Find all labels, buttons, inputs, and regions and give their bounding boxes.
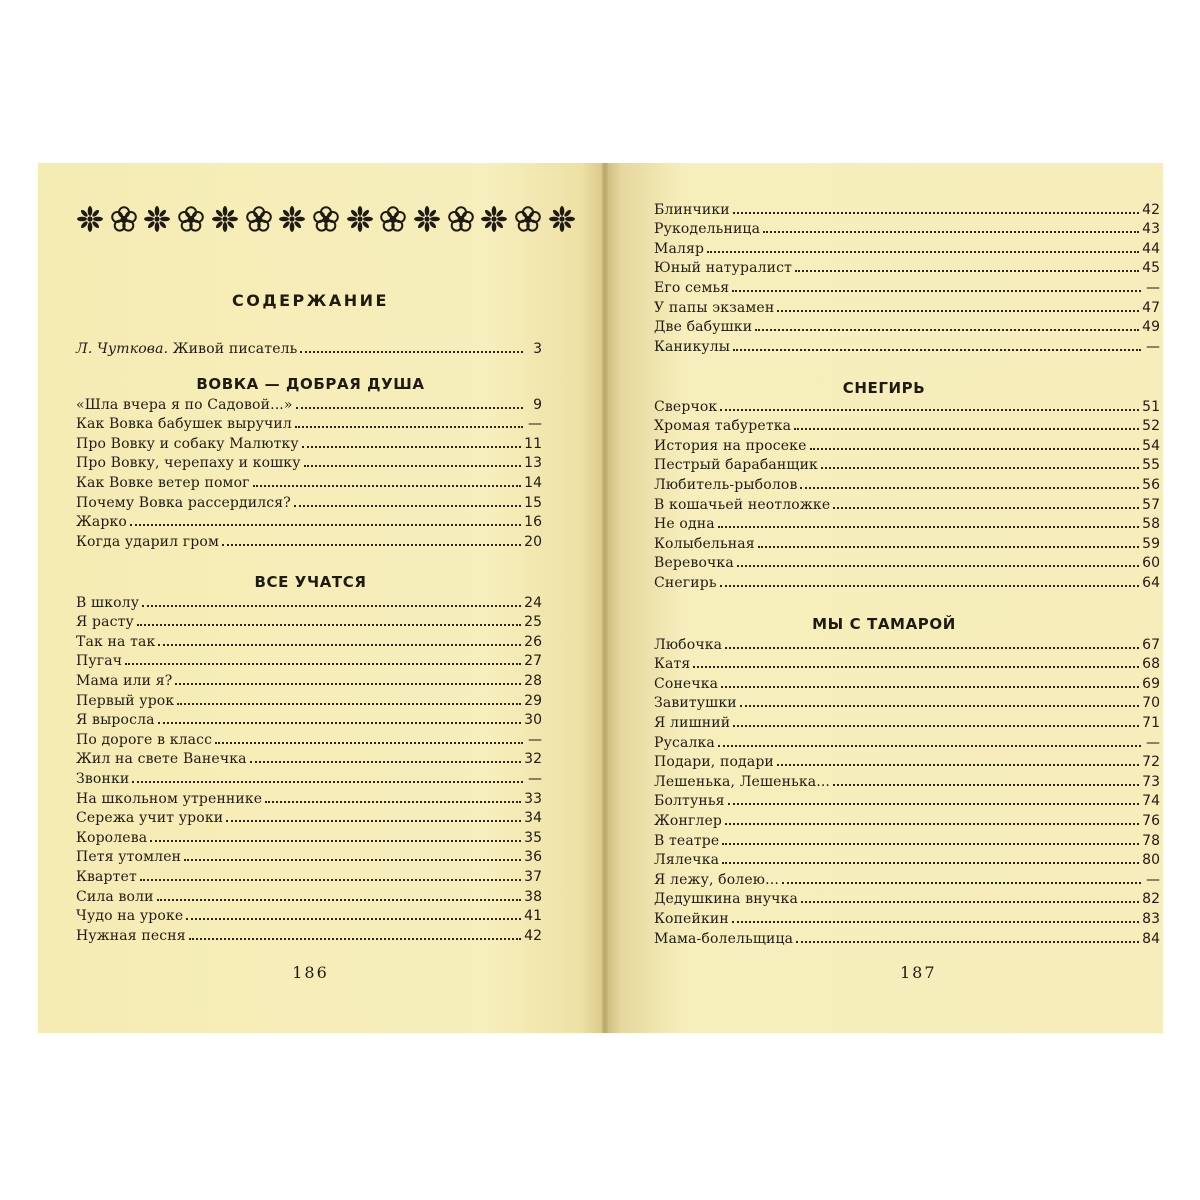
entry-title: Пугач xyxy=(76,653,123,670)
toc-entry xyxy=(654,276,1160,296)
section-entries xyxy=(76,591,542,944)
toc-entry xyxy=(76,728,542,748)
entry-title: Жонглер xyxy=(654,812,723,829)
snowflake-ornament-icon xyxy=(278,205,306,233)
dot-leader xyxy=(157,899,522,901)
page-number: 30 xyxy=(524,712,542,729)
toc-entry xyxy=(654,218,1160,238)
page-number: 28 xyxy=(524,672,542,689)
entry-title: Мама или я? xyxy=(76,672,173,689)
entry-title: Жил на свете Ванечка xyxy=(76,751,247,768)
dot-leader xyxy=(833,784,1139,786)
entry-title: Звонки xyxy=(76,770,130,787)
entry-title: Любитель-рыболов xyxy=(654,476,798,493)
page-number: 82 xyxy=(1142,891,1160,908)
dot-leader xyxy=(732,921,1139,923)
section-heading: ВОВКА — ДОБРАЯ ДУША xyxy=(196,375,425,393)
entry-title: Как Вовке ветер помог xyxy=(76,474,250,491)
page-number: 41 xyxy=(524,908,542,925)
entry-title: Петя утомлен xyxy=(76,849,182,866)
entry-title: Маляр xyxy=(654,240,705,257)
entry-title: Не одна xyxy=(654,516,715,533)
entry-title: Так на так xyxy=(76,633,156,650)
dot-leader xyxy=(733,725,1139,727)
dot-leader xyxy=(810,448,1140,450)
dot-leader xyxy=(130,524,521,526)
page-number: 11 xyxy=(524,435,542,452)
entry-title: Пестрый барабанщик xyxy=(654,457,818,474)
dot-leader xyxy=(718,526,1139,528)
page-number: 68 xyxy=(1142,656,1160,673)
toc-entry xyxy=(654,571,1160,591)
entry-title: Дедушкина внучка xyxy=(654,891,798,908)
toc-entry xyxy=(76,905,542,925)
toc-entry xyxy=(76,767,542,787)
page-number: 74 xyxy=(1142,793,1160,810)
dot-leader xyxy=(733,212,1139,214)
entry-title: Жарко xyxy=(76,514,127,531)
dot-leader xyxy=(737,565,1139,567)
entry-title: Две бабушки xyxy=(654,319,753,336)
dot-leader xyxy=(137,624,521,626)
dot-leader xyxy=(295,426,523,428)
entry-title: Блинчики xyxy=(654,201,730,218)
toc-entry xyxy=(654,633,1160,653)
dot-leader xyxy=(795,270,1139,272)
page-number: 69 xyxy=(1142,675,1160,692)
toc-entry xyxy=(654,849,1160,869)
page-number: 16 xyxy=(524,514,542,531)
page-number: 14 xyxy=(524,474,542,491)
entry-title: У папы экзамен xyxy=(654,299,775,316)
flower-ornament-icon xyxy=(379,205,407,233)
section-heading: СНЕГИРЬ xyxy=(842,379,926,397)
toc-entry xyxy=(654,493,1160,513)
dot-leader xyxy=(728,803,1140,805)
flower-ornament-icon xyxy=(447,205,475,233)
toc-entry xyxy=(76,530,542,550)
entry-title: Копейкин xyxy=(654,910,729,927)
dot-leader xyxy=(184,859,521,861)
page-number: 3 xyxy=(533,340,542,357)
page-number: 64 xyxy=(1142,574,1160,591)
entry-title: «Шла вчера я по Садовой...» xyxy=(76,396,293,413)
entry-title: Я лежу, болею... xyxy=(654,871,779,888)
page-number: 59 xyxy=(1142,535,1160,552)
page-number: 57 xyxy=(1142,496,1160,513)
dot-leader xyxy=(158,644,521,646)
entry-title: Каникулы xyxy=(654,338,731,355)
dot-leader xyxy=(304,465,522,467)
flower-ornament-icon xyxy=(177,205,205,233)
page-number: 47 xyxy=(1142,299,1160,316)
dot-leader xyxy=(158,722,522,724)
toc-entry xyxy=(654,473,1160,493)
entry-title: Нужная песня xyxy=(76,927,186,944)
dot-leader xyxy=(300,351,523,353)
entry-title: Рукодельница xyxy=(654,221,761,238)
toc-entry xyxy=(654,415,1160,435)
book-gutter xyxy=(602,163,608,1033)
entry-title: Болтунья xyxy=(654,793,725,810)
page-number: 56 xyxy=(1142,476,1160,493)
entry-title: Подари, подари xyxy=(654,754,774,771)
toc-entry xyxy=(654,672,1160,692)
section-entries xyxy=(654,395,1160,591)
toc-entry xyxy=(76,709,542,729)
entry-title: Чудо на уроке xyxy=(76,908,184,925)
entry-title: Когда ударил гром xyxy=(76,533,220,550)
entry-title: Сила воли xyxy=(76,888,154,905)
dot-leader xyxy=(794,428,1139,430)
page-number: 43 xyxy=(1142,221,1160,238)
toc-entry xyxy=(76,669,542,689)
dot-leader xyxy=(800,487,1139,489)
dot-leader xyxy=(720,409,1139,411)
toc-entry xyxy=(654,316,1160,336)
page-number: 72 xyxy=(1142,754,1160,771)
toc-entry xyxy=(654,731,1160,751)
page-number: 32 xyxy=(524,751,542,768)
dot-leader xyxy=(796,941,1139,943)
entry-title: В школу xyxy=(76,594,140,611)
page-number: 78 xyxy=(1142,832,1160,849)
page-folio: 186 xyxy=(292,963,329,982)
dot-leader xyxy=(833,507,1139,509)
page-number: 42 xyxy=(1142,201,1160,218)
section-heading: МЫ С ТАМАРОЙ xyxy=(812,615,956,633)
toc-entry xyxy=(654,888,1160,908)
page-number: 52 xyxy=(1142,418,1160,435)
dot-leader xyxy=(718,745,1141,747)
page-number: 49 xyxy=(1142,319,1160,336)
page-number: 80 xyxy=(1142,852,1160,869)
entry-title: Юный натуралист xyxy=(654,260,792,277)
snowflake-ornament-icon xyxy=(413,205,441,233)
dot-leader xyxy=(125,663,521,665)
intro-author: Л. Чуткова. xyxy=(76,340,169,357)
toc-entry xyxy=(654,257,1160,277)
dot-leader xyxy=(296,407,523,409)
entry-title: История на просеке xyxy=(654,437,807,454)
entry-title: Лешенька, Лешенька... xyxy=(654,773,831,790)
toc-entry xyxy=(654,552,1160,572)
entry-title: Я выросла xyxy=(76,712,155,729)
toc-entry xyxy=(654,770,1160,790)
dot-leader xyxy=(215,742,523,744)
dot-leader xyxy=(250,761,522,763)
snowflake-ornament-icon xyxy=(76,205,104,233)
page-number: — xyxy=(528,416,542,433)
toc-entry xyxy=(76,511,542,531)
dot-leader xyxy=(222,544,521,546)
page-number: — xyxy=(528,770,542,787)
entry-title: Его семья xyxy=(654,279,730,296)
page-number: 42 xyxy=(524,927,542,944)
entry-title: Завитушки xyxy=(654,695,737,712)
entry-title: Про Вовку и собаку Малютку xyxy=(76,435,299,452)
dot-leader xyxy=(777,764,1139,766)
page-number: — xyxy=(1146,734,1160,751)
dot-leader xyxy=(721,686,1139,688)
entry-title: Мама-болельщица xyxy=(654,930,794,947)
toc-entry xyxy=(76,591,542,611)
dot-leader xyxy=(725,647,1139,649)
entry-title: Сверчок xyxy=(654,398,718,415)
page-number: 55 xyxy=(1142,457,1160,474)
entry-title: Королева xyxy=(76,829,148,846)
dot-leader xyxy=(722,843,1139,845)
page-number: 15 xyxy=(524,494,542,511)
page-number: 37 xyxy=(524,868,542,885)
dot-leader xyxy=(732,290,1141,292)
dot-leader xyxy=(763,231,1139,233)
entry-title: Хромая табуретка xyxy=(654,418,792,435)
entry-title: Колыбельная xyxy=(654,535,755,552)
snowflake-ornament-icon xyxy=(346,205,374,233)
toc-entry xyxy=(654,711,1160,731)
dot-leader xyxy=(265,801,521,803)
dot-leader xyxy=(132,781,523,783)
book-spread xyxy=(38,163,1163,1033)
contents-title: СОДЕРЖАНИЕ xyxy=(232,291,389,310)
intro-entry-block xyxy=(76,337,542,357)
section-entries xyxy=(76,393,542,550)
right-page xyxy=(605,163,1163,1033)
dot-leader xyxy=(720,585,1140,587)
toc-entry xyxy=(654,907,1160,927)
entry-title: Как Вовка бабушек выручил xyxy=(76,416,292,433)
toc-entry xyxy=(76,826,542,846)
dot-leader xyxy=(177,703,521,705)
flower-ornament-icon xyxy=(514,205,542,233)
page-number: 20 xyxy=(524,533,542,550)
toc-entry xyxy=(76,432,542,452)
page-number: 36 xyxy=(524,849,542,866)
entry-title: Про Вовку, черепаху и кошку xyxy=(76,455,301,472)
toc-entry xyxy=(654,809,1160,829)
toc-entry xyxy=(654,237,1160,257)
entry-title: По дороге в класс xyxy=(76,731,213,748)
toc-entry xyxy=(76,885,542,905)
page-number: 26 xyxy=(524,633,542,650)
snowflake-ornament-icon xyxy=(480,205,508,233)
dot-leader xyxy=(722,862,1139,864)
page-number: — xyxy=(1146,338,1160,355)
dot-leader xyxy=(186,918,521,920)
dot-leader xyxy=(142,605,521,607)
toc-entry xyxy=(76,650,542,670)
toc-entry xyxy=(654,532,1160,552)
dot-leader xyxy=(294,505,521,507)
ornament-border xyxy=(76,201,576,237)
page-number: — xyxy=(1146,871,1160,888)
toc-entry xyxy=(76,337,542,357)
toc-entry xyxy=(654,198,1160,218)
dot-leader xyxy=(150,840,521,842)
dot-leader xyxy=(758,546,1139,548)
page-number: 44 xyxy=(1142,240,1160,257)
snowflake-ornament-icon xyxy=(143,205,171,233)
dot-leader xyxy=(693,666,1139,668)
entry-title: Катя xyxy=(654,656,691,673)
toc-entry xyxy=(654,454,1160,474)
entry-title: Снегирь xyxy=(654,574,717,591)
dot-leader xyxy=(226,820,521,822)
toc-entry xyxy=(76,807,542,827)
flower-ornament-icon xyxy=(312,205,340,233)
toc-entry xyxy=(76,393,542,413)
dot-leader xyxy=(821,467,1139,469)
entry-title: Веревочка xyxy=(654,555,734,572)
page-number: 51 xyxy=(1142,398,1160,415)
intro-title: Живой писатель xyxy=(172,340,298,357)
toc-entry xyxy=(654,513,1160,533)
page-number: 27 xyxy=(524,653,542,670)
dot-leader xyxy=(755,329,1139,331)
page-number: — xyxy=(1146,279,1160,296)
toc-entry xyxy=(76,846,542,866)
entry-title: Сережа учит уроки xyxy=(76,810,224,827)
entry-title: На школьном утреннике xyxy=(76,790,263,807)
dot-leader xyxy=(175,683,521,685)
page-number: 71 xyxy=(1142,714,1160,731)
entry-title: Любочка xyxy=(654,636,723,653)
entry-title: В кошачьей неотложке xyxy=(654,496,831,513)
toc-entry xyxy=(654,434,1160,454)
left-page xyxy=(38,163,605,1033)
section-entries xyxy=(654,633,1160,947)
dot-leader xyxy=(801,901,1139,903)
dot-leader xyxy=(777,310,1139,312)
dot-leader xyxy=(725,823,1139,825)
entry-title: Квартет xyxy=(76,868,137,885)
dot-leader xyxy=(707,251,1139,253)
entry-title: Русалка xyxy=(654,734,715,751)
dot-leader xyxy=(253,485,522,487)
section-heading: ВСЕ УЧАТСЯ xyxy=(254,573,367,591)
page-number: 33 xyxy=(524,790,542,807)
snowflake-ornament-icon xyxy=(548,205,576,233)
dot-leader xyxy=(189,938,521,940)
page-number: 13 xyxy=(524,455,542,472)
toc-entry xyxy=(654,692,1160,712)
page-number: 83 xyxy=(1142,910,1160,927)
toc-entry xyxy=(76,630,542,650)
entry-title: Лялечка xyxy=(654,852,720,869)
snowflake-ornament-icon xyxy=(211,205,239,233)
page-number: 34 xyxy=(524,810,542,827)
toc-entry xyxy=(76,924,542,944)
page-number: 24 xyxy=(524,594,542,611)
page-number: 54 xyxy=(1142,437,1160,454)
dot-leader xyxy=(302,446,521,448)
page-number: 73 xyxy=(1142,773,1160,790)
toc-entry xyxy=(76,787,542,807)
toc-entry xyxy=(654,751,1160,771)
toc-entry xyxy=(654,829,1160,849)
entry-title: Почему Вовка рассердился? xyxy=(76,494,291,511)
page-number: 38 xyxy=(524,888,542,905)
continued-entries xyxy=(654,198,1160,355)
dot-leader xyxy=(782,882,1141,884)
toc-entry xyxy=(76,471,542,491)
toc-entry xyxy=(654,653,1160,673)
page-number: — xyxy=(528,731,542,748)
page-number: 84 xyxy=(1142,930,1160,947)
toc-entry xyxy=(76,689,542,709)
entry-title: В театре xyxy=(654,832,720,849)
toc-entry xyxy=(654,927,1160,947)
toc-entry xyxy=(76,611,542,631)
toc-entry xyxy=(76,491,542,511)
entry-title: Я расту xyxy=(76,614,134,631)
toc-entry xyxy=(654,790,1160,810)
page-number: 60 xyxy=(1142,555,1160,572)
toc-entry xyxy=(654,868,1160,888)
toc-entry xyxy=(76,452,542,472)
toc-entry xyxy=(76,865,542,885)
flower-ornament-icon xyxy=(245,205,273,233)
page-number: 76 xyxy=(1142,812,1160,829)
page-number: 67 xyxy=(1142,636,1160,653)
dot-leader xyxy=(740,705,1139,707)
page-number: 45 xyxy=(1142,260,1160,277)
toc-entry xyxy=(76,413,542,433)
page-number: 25 xyxy=(524,614,542,631)
toc-entry xyxy=(654,296,1160,316)
toc-entry xyxy=(654,395,1160,415)
entry-title: Сонечка xyxy=(654,675,719,692)
dot-leader xyxy=(733,349,1141,351)
flower-ornament-icon xyxy=(110,205,138,233)
dot-leader xyxy=(140,879,521,881)
page-number: 29 xyxy=(524,692,542,709)
page-number: 35 xyxy=(524,829,542,846)
page-number: 9 xyxy=(533,396,542,413)
page-number: 70 xyxy=(1142,695,1160,712)
toc-entry xyxy=(654,335,1160,355)
toc-entry xyxy=(76,748,542,768)
page-number: 58 xyxy=(1142,516,1160,533)
page-folio: 187 xyxy=(900,963,937,982)
entry-title: Первый урок xyxy=(76,692,175,709)
entry-title: Я лишний xyxy=(654,714,731,731)
